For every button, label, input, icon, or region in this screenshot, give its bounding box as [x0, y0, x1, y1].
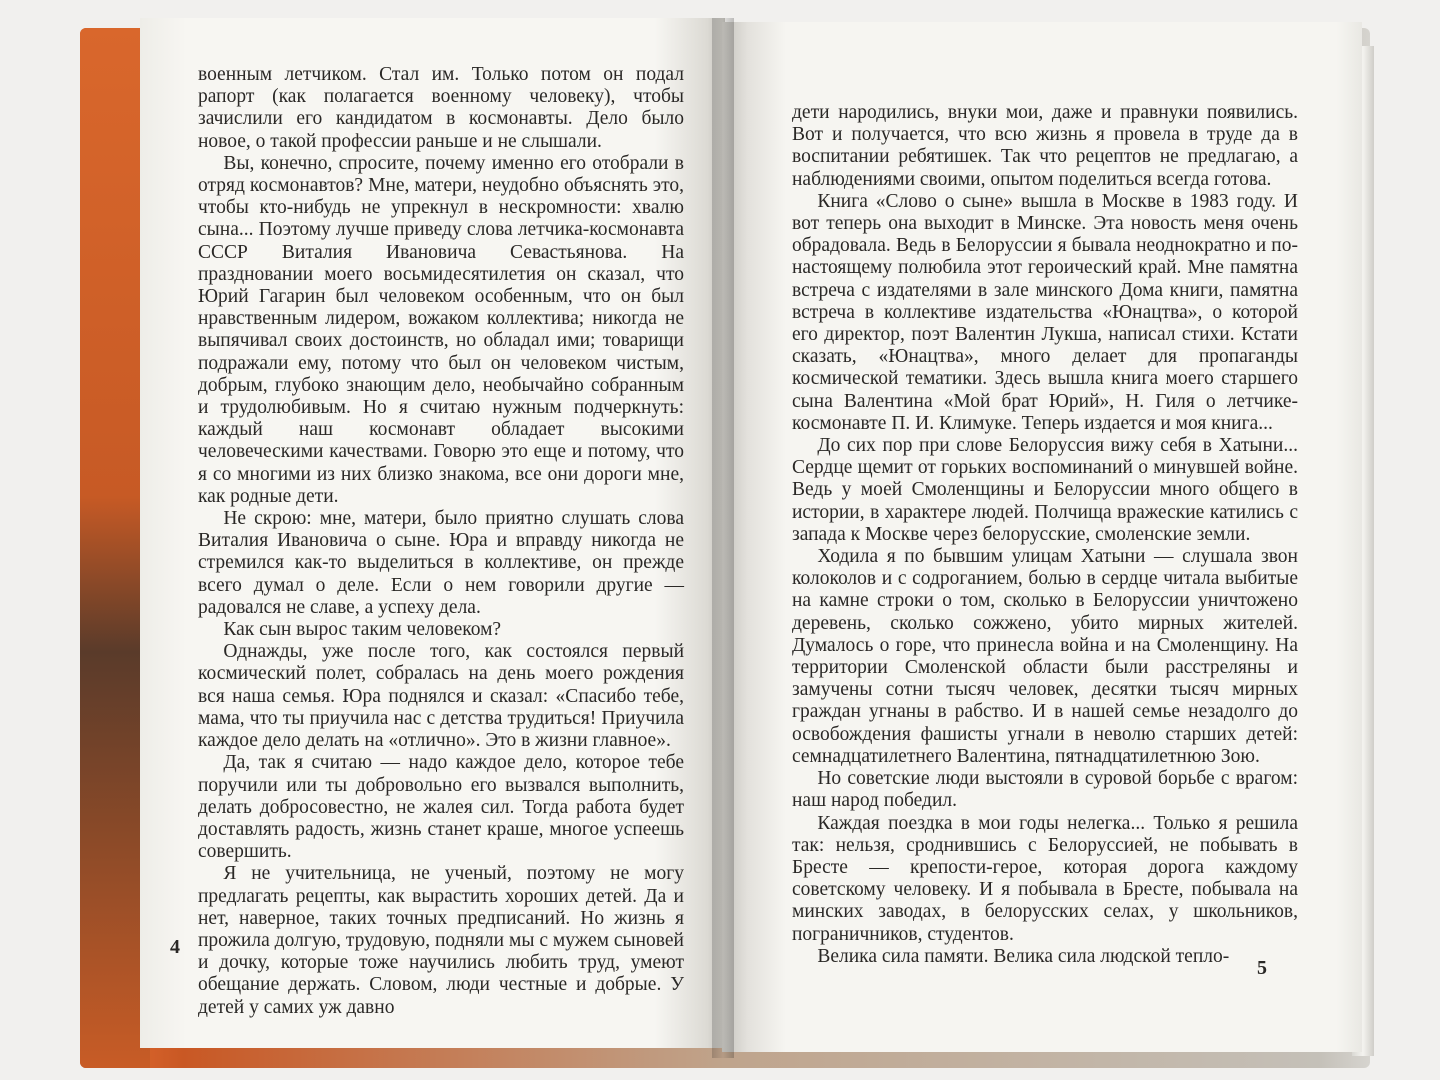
paragraph: Я не учительница, не ученый, поэтому не могу предлагать рецепты, как вырастить хороших детей. Да и нет, наверное, таких точных предписаний. Но жизнь я прожила долгую, трудовую, подняли мы с мужем сыновей и дочку, которые тоже научились любить труд, умеют обещание держать. Словом, люди честные и добрые. У детей у самих уж давно: [198, 863, 684, 1018]
paragraph: Вы, конечно, спросите, почему именно его отобрали в отряд космонавтов? Мне, матери, неудобно объяснять это, чтобы кто-нибудь не упрекнул в нескромности: хвалю сына... Поэтому лучше приведу слова летчика-космонавта СССР Виталия Ивановича Севастьянова. На праздновании моего восьмидесятилетия он сказал, что Юрий Гагарин был человеком особенным, что он был нравственным лидером, вожаком коллектива; никогда не выпячивал своих достоинств, но обладал ими; товарищи подражали ему, потому что был он человеком чистым, добрым, глубоко знающим дело, необычайно собранным и трудолюбивым. Но я считаю нужным подчеркнуть: каждый наш космонавт обладает высокими человеческими качествами. Говорю это еще и потому, что я со многими из них близко знакома, все они дороги мне, как родные дети.: [198, 152, 684, 507]
paragraph: Да, так я считаю — надо каждое дело, которое тебе поручили или ты добровольно его вызвался выполнить, делать добросовестно, не жалея сил. Тогда работа будет доставлять радость, жизнь станет краше, многое успеешь совершить.: [198, 752, 684, 863]
left-page-text: [198, 64, 684, 1019]
paragraph: военным летчиком. Стал им. Только потом он подал рапорт (как полагается военному человеку), чтобы зачислили его кандидатом в космонавты. Дело было новое, о такой профессии раньше и не слышали.: [198, 64, 684, 152]
paragraph: Но советские люди выстояли в суровой борьбе с врагом: наш народ победил.: [792, 768, 1298, 812]
left-page: [140, 18, 725, 1048]
paragraph: Книга «Слово о сыне» вышла в Москве в 1983 году. И вот теперь она выходит в Минске. Эта новость меня очень обрадовала. Ведь в Белоруссии я бывала неоднократно и по-настоящему полюбила этот героический край. Мне памятна встреча с издателями в зале минского Дома книги, памятна встреча в коллективе издательства «Юнацтва», о которой его директор, поэт Валентин Лукша, написал стихи. Кстати сказать, «Юнацтва», много делает для пропаганды космической тематики. Здесь вышла книга моего старшего сына Валентина «Мой брат Юрий», Н. Гиля о летчике-космонавте П. И. Климуке. Теперь издается и моя книга...: [792, 190, 1298, 434]
paragraph: Каждая поездка в мои годы нелегка... Только я решила так: нельзя, сроднившись с Белоруссией, не побывать в Бресте — крепости-герое, которая дорога каждому советскому человеку. И я побывала в Бресте, побывала на минских заводах, в белорусских селах, у школьников, пограничников, студентов.: [792, 812, 1298, 945]
paragraph: Не скрою: мне, матери, было приятно слушать слова Виталия Ивановича о сыне. Юра и вправду никогда не стремился как-то выделиться в коллективе, он прежде всего думал о деле. Если о нем говорили другие — радовался не славе, а успеху дела.: [198, 508, 684, 618]
paragraph: Ходила я по бывшим улицам Хатыни — слушала звон колоколов и с содроганием, болью в сердце читала выбитые на камне строки о том, сколько в Белоруссии уничтожено деревень, сколько сожжено, убито мирных жителей. Думалось о горе, что принесла война и на Смоленщину. На территории Смоленской области были расстреляны и замучены сотни тысяч человек, десятки тысяч мирных граждан угнаны в рабство. И в нашей семье незадолго до освобождения фашисты угнали в неволю старших детей: семнадцатилетнего Валентина, пятнадцатилетнюю Зою.: [792, 546, 1298, 767]
paragraph: дети народились, внуки мои, даже и правнуки появились. Вот и получается, что всю жизнь я провела в труде да в воспитании ребятишек. Так что рецептов не предлагаю, а наблюдениями своими, опытом поделиться всегда готова.: [792, 102, 1298, 190]
book-gutter: [712, 18, 734, 1058]
paragraph: До сих пор при слове Белоруссия вижу себя в Хатыни... Сердце щемит от горьких воспоминаний о минувшей войне. Ведь у моей Смоленщины и Белоруссии много общего в истории, в характере людей. Полчища вражеские катились с запада к Москве через белорусские, смоленские земли.: [792, 435, 1298, 545]
page-number: 4: [170, 936, 180, 958]
right-page-text: [792, 102, 1298, 968]
paragraph: Как сын вырос таким человеком?: [223, 619, 502, 641]
paragraph: Однажды, уже после того, как состоялся первый космический полет, собралась на день моего рождения вся наша семья. Юра поднялся и сказал: «Спасибо тебе, мама, что ты приучила нас с детства трудиться! Приучила каждое дело делать на «отлично». Это в жизни главное».: [198, 641, 684, 752]
paragraph: Велика сила памяти. Велика сила людской тепло-: [817, 945, 1230, 967]
page-number: 5: [1257, 957, 1267, 979]
right-page: [722, 22, 1362, 1052]
